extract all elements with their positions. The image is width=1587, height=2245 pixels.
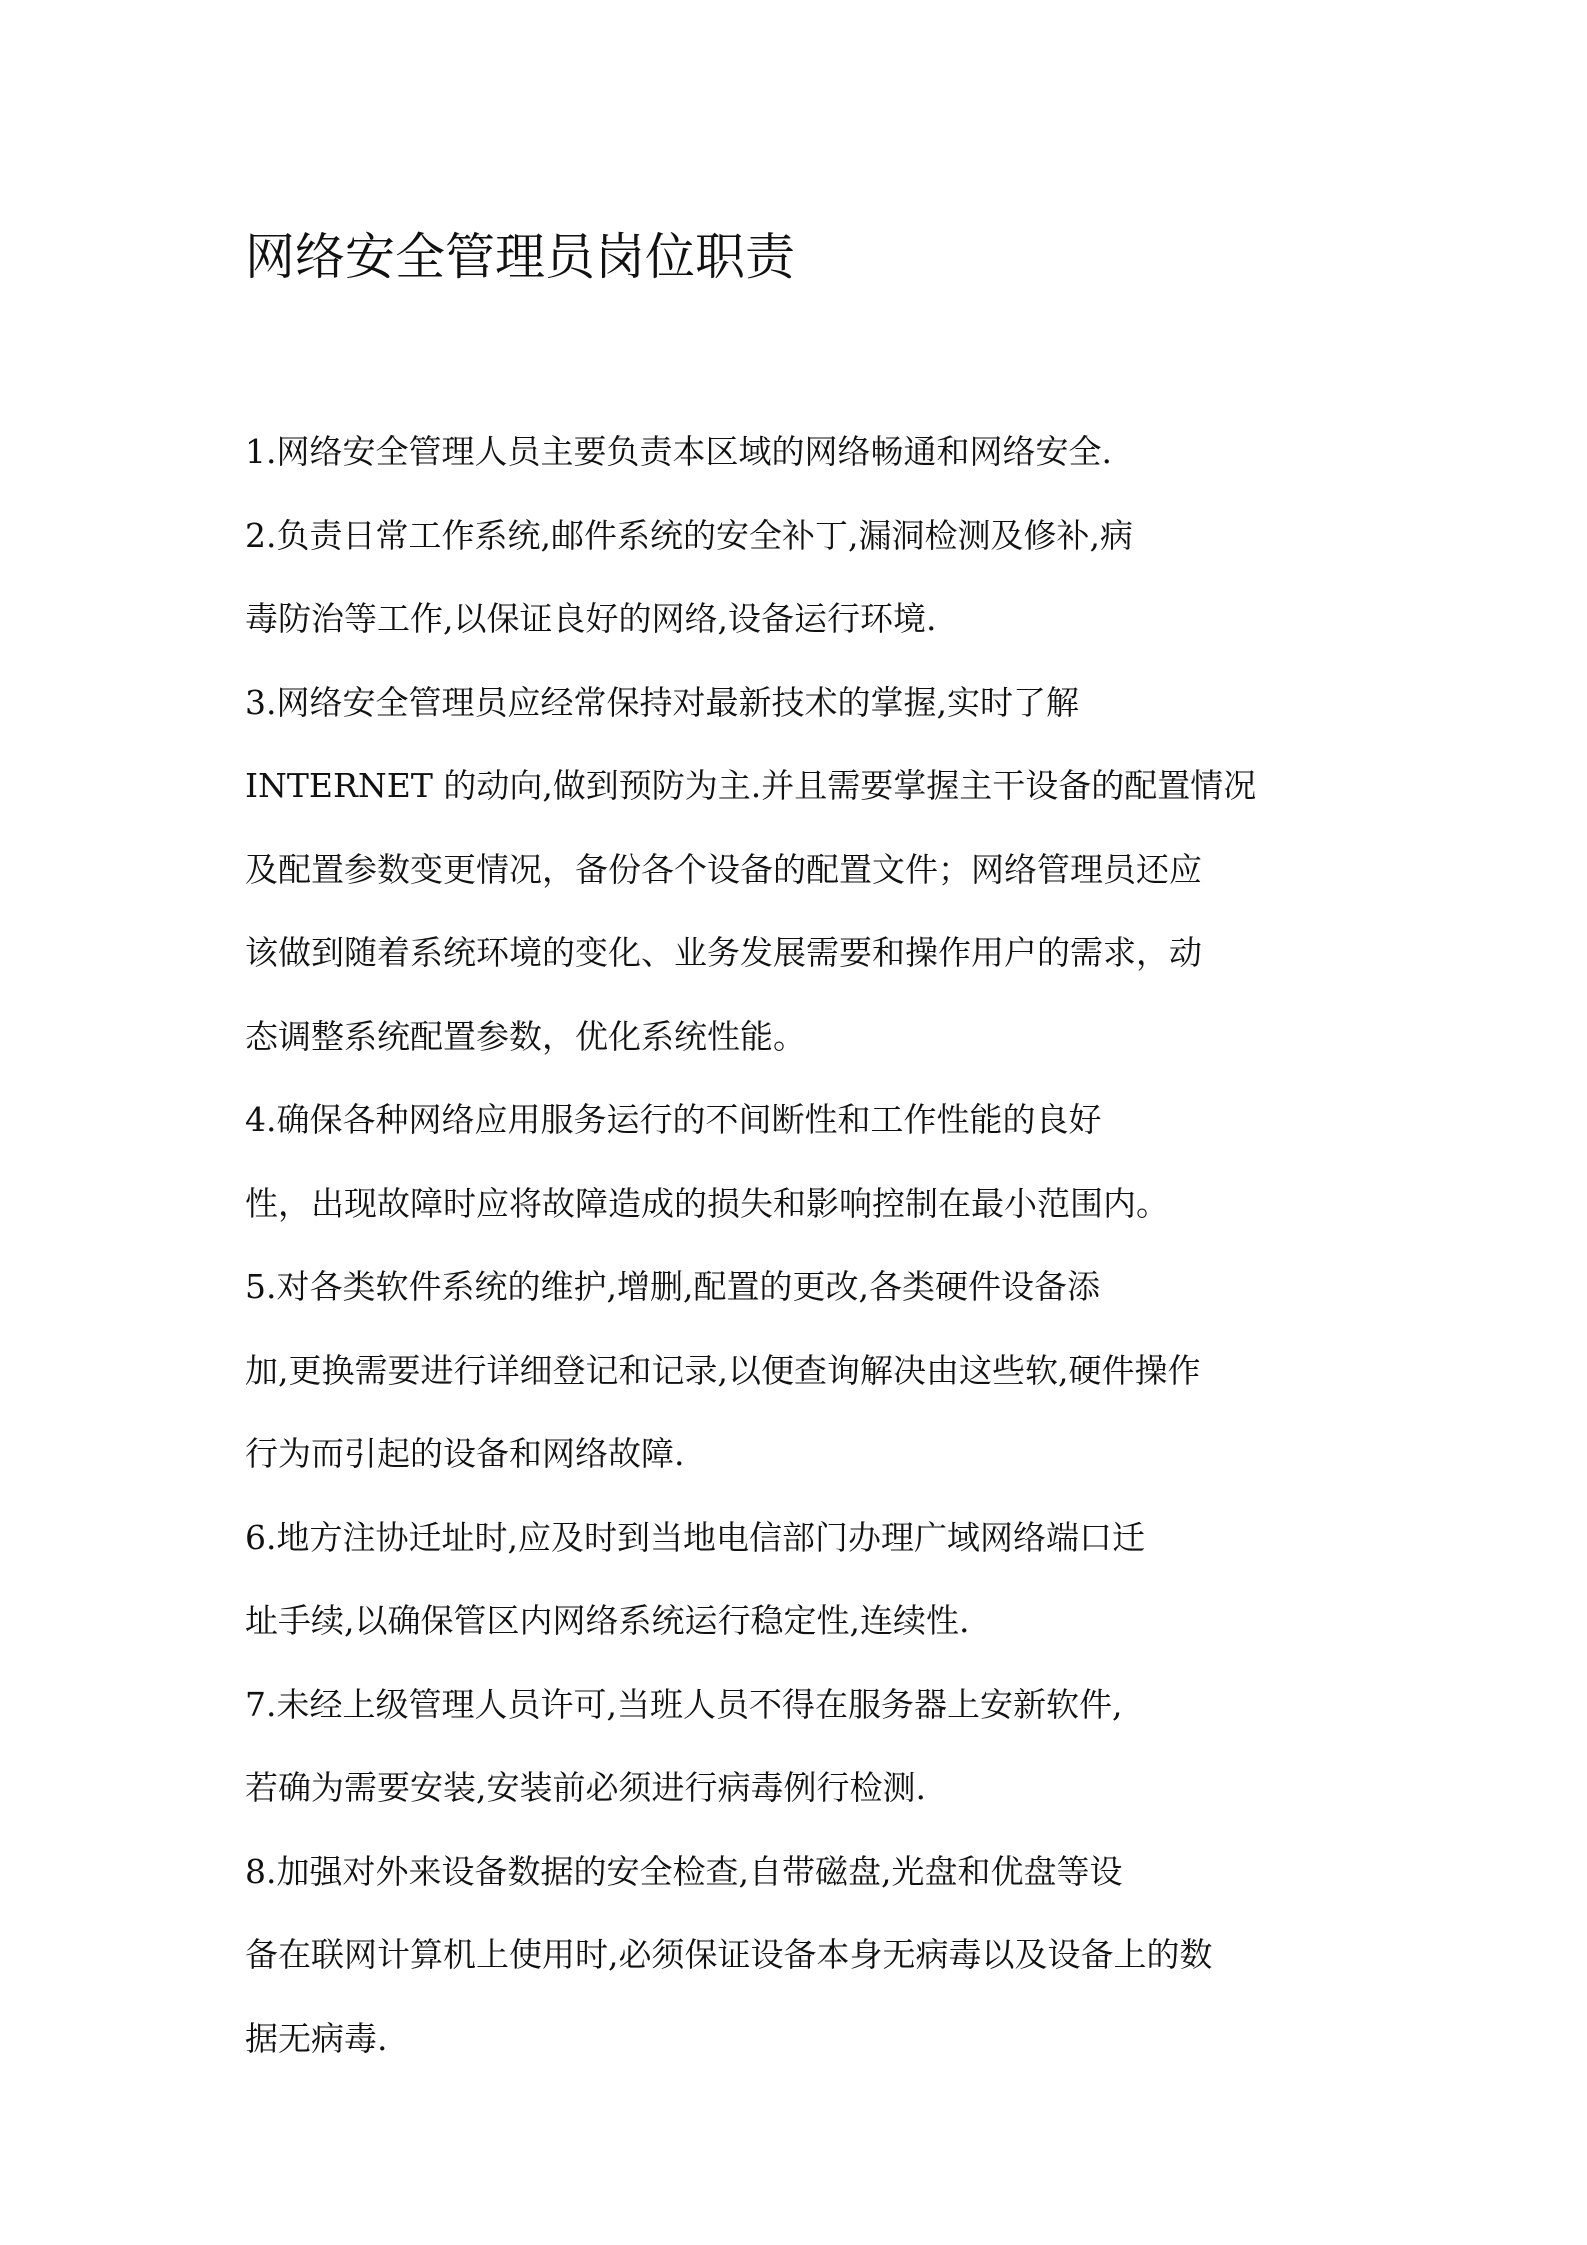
paragraph-7 — [245, 1663, 1365, 1830]
text-line: 7.未经上级管理人员许可,当班人员不得在服务器上安新软件, — [245, 1684, 1123, 1724]
text-line: 2.负责日常工作系统,邮件系统的安全补丁,漏洞检测及修补,病 — [245, 515, 1133, 555]
document-body — [245, 410, 1365, 2080]
paragraph-3 — [245, 661, 1365, 1079]
text-line: 5.对各类软件系统的维护,增删,配置的更改,各类硬件设备添 — [245, 1267, 1100, 1306]
paragraph-6 — [245, 1496, 1365, 1663]
text-line: 3.网络安全管理员应经常保持对最新技术的掌握,实时了解 — [245, 682, 1079, 722]
text-line: 备在联网计算机上使用时,必须保证设备本身无病毒以及设备上的数 — [245, 1935, 1213, 1974]
text-line: 若确为需要安装,安装前必须进行病毒例行检测. — [245, 1768, 926, 1807]
text-line: 据无病毒. — [245, 2018, 388, 2058]
paragraph-2 — [245, 494, 1365, 661]
paragraph-8 — [245, 1830, 1365, 2081]
text-line: 址手续,以确保管区内网络系统运行稳定性,连续性. — [245, 1601, 970, 1640]
text-line: INTERNET 的动向,做到预防为主.并且需要掌握主干设备的配置情况 — [245, 766, 1257, 805]
paragraph-1 — [245, 410, 1365, 494]
text-line: 态调整系统配置参数，优化系统性能。 — [245, 1016, 806, 1056]
paragraph-5 — [245, 1245, 1365, 1496]
document-title: 网络安全管理员岗位职责 — [245, 228, 795, 286]
text-line: 性，出现故障时应将故障造成的损失和影响控制在最小范围内。 — [245, 1183, 1169, 1223]
text-line: 6.地方注协迁址时,应及时到当地电信部门办理广域网络端口迁 — [245, 1517, 1145, 1557]
text-line: 毒防治等工作,以保证良好的网络,设备运行环境. — [245, 599, 937, 638]
text-line: 及配置参数变更情况，备份各个设备的配置文件；网络管理员还应 — [245, 849, 1202, 889]
text-line: 行为而引起的设备和网络故障. — [245, 1434, 685, 1473]
paragraph-4 — [245, 1078, 1365, 1245]
text-line: 4.确保各种网络应用服务运行的不间断性和工作性能的良好 — [245, 1100, 1102, 1139]
text-line: 8.加强对外来设备数据的安全检查,自带磁盘,光盘和优盘等设 — [245, 1851, 1123, 1891]
text-line: 该做到随着系统环境的变化、业务发展需要和操作用户的需求，动 — [245, 933, 1202, 972]
text-line: 加,更换需要进行详细登记和记录,以便查询解决由这些软,硬件操作 — [245, 1350, 1201, 1390]
text-line: 1.网络安全管理人员主要负责本区域的网络畅通和网络安全. — [245, 432, 1112, 471]
